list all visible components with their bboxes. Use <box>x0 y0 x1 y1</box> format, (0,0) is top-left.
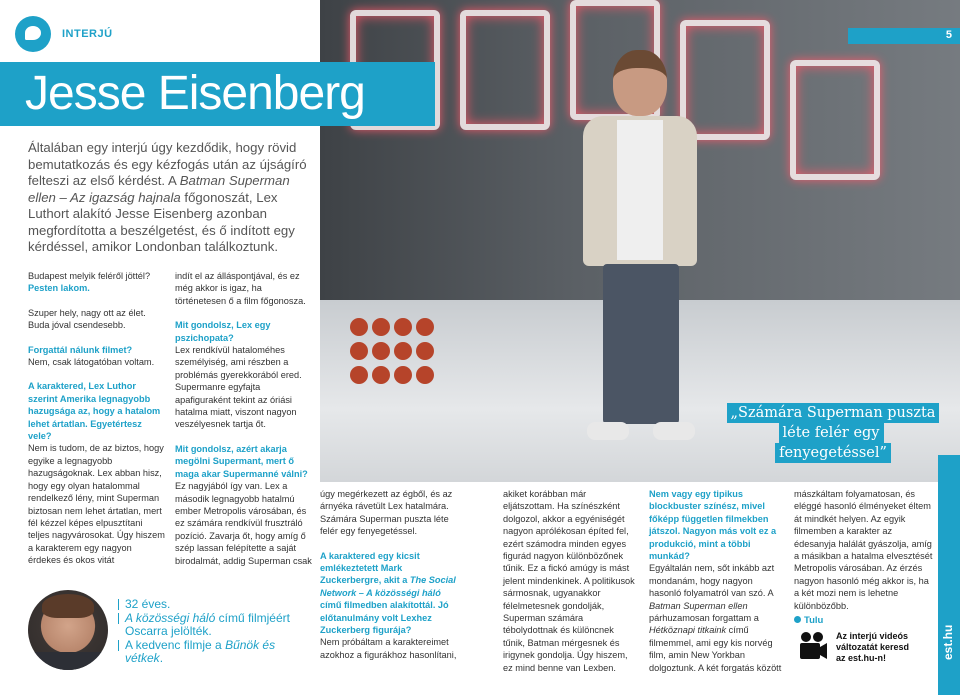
author-byline: Tulu <box>794 615 823 626</box>
page-title: Jesse Eisenberg <box>25 67 365 120</box>
avatar <box>28 590 108 670</box>
text-column-2: indít el az álláspontjával, és ez még akkor is igaz, ha történetesen ő a film főgonosza. Mit gondolsz, Lex egy pszichopata? Lex rendkívül hataloméhes személyiség, ami részben a problémás gyerekkorából ered. Supermanre egyfajta apafiguraként tekint az óriási hatalma miatt, viszont nagyon veszélyesnek tartja őt. Mit gondolsz, azért akarja megölni Supermant, mert ő maga akar Supermanné válni? Ez nagyjából így van. Lex a második legnagyobb hatalmú ember Metropolis városában, és ez számára rendkívül frusztráló pozíció. Zavarja őt, hogy amíg ő szép lassan felépítette a saját birodalmát, addig Superman csak <box>175 271 312 566</box>
text-column-1: Budapest melyik feléről jöttél? Pesten lakom. Szuper hely, nagy ott az élet. Buda jóval csendesebb. Forgattál nálunk filmet? Nem, csak látogatóban voltam. A karaktered, Lex Luthor szerint Amerika legnagyobb hazugsága az, hogy a hatalom lehet ártatlan. Egyetértesz vele? Nem is tudom, de az biztos, hogy egyike a legnagyobb hazugságoknak. Lex abban hisz, hogy egy olyan hatalommal rendelkező lény, mint Superman biztosan nem lehet ártatlan, mert fél kézzel képes elpusztítani teljes nagyvárosokat. Úgy hiszem a karakterem egy nagyon érdekes és okos vitát <box>28 271 165 566</box>
text-column-6: mászkáltam folyamatosan, és eléggé hasonló élményeket éltem át mindkét helyen. Az egyik filmemben a karakter az édesanyja halálát gyászolja, amíg a másikban a hatalma elvesztését Metropolis városában. Az érzés nagyon hasonló még akkor is, ha a két mozi nem is lehetne különbözőbb. <box>794 489 933 611</box>
lead-paragraph: Általában egy interjú úgy kezdődik, hogy rövid bemutatkozás és egy kézfogás után az újságíró felteszi az első kérdést. A Batman Superman ellen – Az igazság hajnala főgonoszát, Lex Luthort alakító Jesse Eisenberg azonban megfordította a beszélgetést, és ő indított egy kérdéssel, amikor Londonban találkoztunk. <box>28 140 307 254</box>
page-number: 5 <box>945 29 952 41</box>
fact-oscar-cont: Oscarra jelölték. <box>125 624 212 638</box>
page-number-bar <box>848 28 960 44</box>
facts-box <box>118 598 318 666</box>
pull-quote: „Számára Superman puszta léte felér egy fenyegetéssel” <box>726 403 940 458</box>
fact-favorite-cont: vétkek. <box>125 651 164 665</box>
speech-bubble-icon <box>15 16 51 52</box>
person-figure <box>575 50 705 450</box>
section-label: INTERJÚ <box>62 28 113 40</box>
video-camera-icon <box>798 631 828 661</box>
fact-oscar: A közösségi háló című filmjéért <box>125 610 290 625</box>
title-bar <box>0 62 435 126</box>
basketball-rack <box>350 318 450 388</box>
video-promo-text: Az interjú videós változatát keresd az est.hu-n! <box>836 631 910 663</box>
text-column-5: Nem vagy egy tipikus blockbuster színész, mivel főképp független filmekben játszol. Nagyon más volt ez a produkció, mint a többi munkád? Egyáltalán nem, sőt inkább azt mondanám, hogy nagyon hasonló folyamatról van szó. A Batman Superman ellen párhuzamosan forgattam a Hétköznapi titkaink című filmemmel, ami egy kis norvég film, amin New Yorkban dolgoztunk. A két forgatás között <box>649 489 782 673</box>
brand-logo-text: est.hu <box>941 624 955 660</box>
text-column-4: akiket korábban már eljátszottam. Ha színészként dolgozol, akkor a egyéniségét nagyon aprólékosan építed fel, ezért számodra minden egyes figurád nagyon különbözőnek tűnik. Ez a fickó amúgy is mást jelent mindenkinek. A politikusok sármosnak, ugyanakkor félelmetesnek gondolják, Superman számára tébolydottnak és különcnek tűnik, Batman mérgesnek és irigynek gondolja. Úgy hiszem, ez mind benne van Lexben. <box>503 489 635 673</box>
fact-age: 32 éves. <box>125 597 171 611</box>
fact-favorite: A kedvenc filmje a Bűnök és <box>125 637 276 652</box>
neon-letter <box>790 60 880 180</box>
page-header <box>0 0 960 60</box>
text-column-3: úgy megérkezett az égből, és az árnyéka rávetült Lex hatalmára. Számára Superman puszta léte felér egy fenyegetéssel. A karaktered egy kicsit emlékeztetett Mark Zuckerbergre, akit a The Social Network – A közösségi háló című filmedben alakítottál. Jó előtanulmány volt Lexhez Zuckerberg figurája? Nem próbáltam a karaktereimet azokhoz a figurákhoz hasonlítani, <box>320 489 457 660</box>
